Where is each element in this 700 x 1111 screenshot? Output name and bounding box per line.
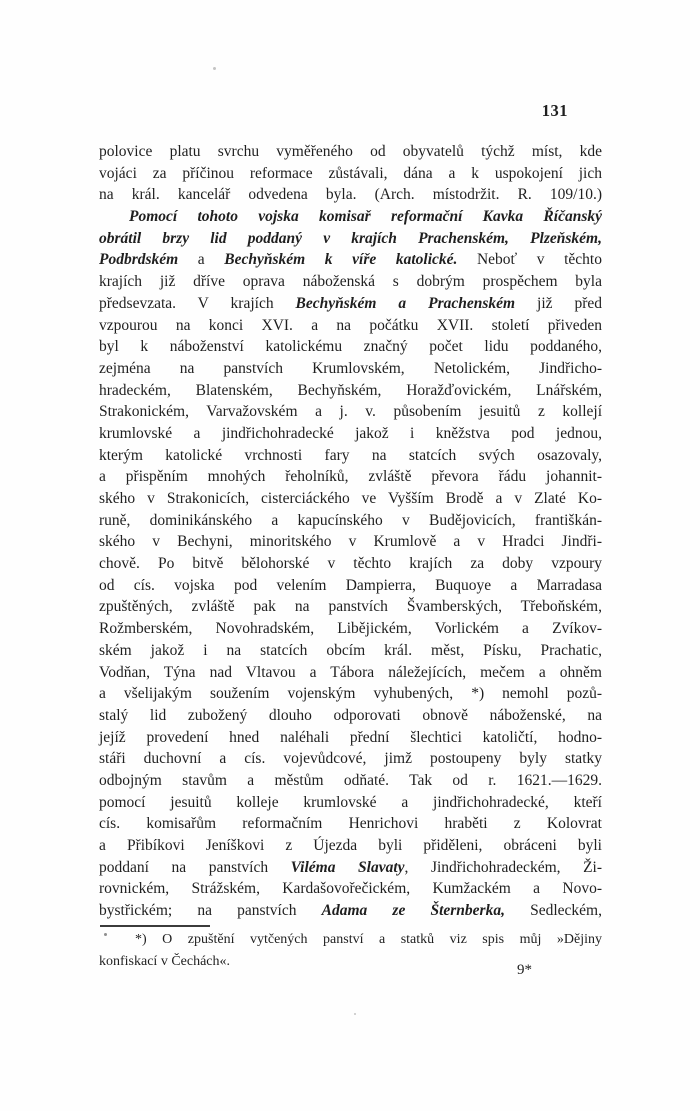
body-text-line — [99, 358, 602, 380]
text-segment: Sedleckém, — [504, 902, 602, 920]
text-segment: Rožmberském, Novohradském, Libějickém, Vorlickém a Zvíkov- — [99, 620, 602, 638]
text-segment: poddaní na panstvích — [99, 858, 291, 876]
text-segment: *) O zpuštění vytčených panství a statků viz spis můj »Dějiny — [135, 932, 602, 947]
emphasized-text-segment: Adama ze Šternberka, — [321, 902, 505, 920]
scan-speck — [354, 1013, 356, 1015]
body-text-line — [99, 596, 602, 618]
body-text-line — [99, 878, 602, 900]
emphasized-text-segment: Podbrdském — [99, 251, 179, 269]
emphasized-text-segment: Bechyňském k víře katolické. — [224, 251, 458, 269]
text-segment: konfiskací v Čechách«. — [99, 953, 231, 969]
body-text-line — [99, 315, 602, 337]
text-segment: byl k náboženství katolickému značný počet lidu poddaného, — [99, 338, 602, 356]
text-segment: krajích již dříve oprava náboženská s dobrým prospěchem byla — [99, 273, 602, 291]
text-segment: vzpourou na konci XVI. a na počátku XVII. století přiveden — [99, 316, 602, 334]
body-text-line — [99, 531, 602, 553]
text-segment: , Jindřichohradeckém, Ži- — [404, 858, 602, 876]
body-text-line — [99, 380, 602, 402]
text-segment: runě, dominikánského a kapucínského v Budějovicích, františkán- — [99, 511, 602, 529]
body-text-line — [99, 662, 602, 684]
text-segment: odbojným stavům a městům odňaté. Tak od r. 1621.—1629. — [99, 771, 602, 789]
body-text-line — [99, 423, 602, 445]
body-text-line — [99, 835, 602, 857]
text-segment: vojáci za příčinou reformace zůstávali, dána a k uspokojení jich — [99, 164, 602, 182]
text-segment: a všelijakým soužením vojenským vyhubených, *) nemohl pozů- — [99, 685, 602, 703]
text-segment: zpuštěných, zvláště pak na panstvích Švamberských, Třeboňském, — [99, 598, 602, 616]
body-text-line — [99, 683, 602, 705]
body-text-line — [99, 727, 602, 749]
text-segment: jejíž provedení hned naléhali přední šlechtici katoličtí, hodno- — [99, 728, 602, 746]
text-segment: ského v Strakonicích, cisterciáckého ve Vyšším Brodě a v Zlaté Ko- — [99, 490, 602, 507]
body-text-line — [99, 445, 602, 467]
text-segment: stáři duchovní a cís. vojevůdcové, jimž postoupeny byly statky — [99, 750, 602, 768]
emphasized-text-segment: Viléma Slavaty — [290, 858, 405, 876]
body-text-line — [99, 705, 602, 727]
body-text-line — [99, 466, 602, 488]
body-text-line — [99, 184, 602, 206]
text-segment: na král. kancelář odvedena byla. (Arch. místodržit. R. 109/10.) — [99, 186, 602, 204]
body-text-line — [99, 401, 602, 423]
text-segment: polovice platu svrchu vyměřeného od obyvatelů týchž míst, kde — [99, 143, 602, 160]
body-text-line — [99, 510, 602, 532]
text-segment: kterým katolické vrchnosti fary na statcích svých osazovaly, — [99, 446, 602, 464]
text-segment: stalý lid zubožený dlouho odporovati obnově náboženské, na — [99, 706, 602, 724]
text-segment: předsevzata. V krajích — [99, 294, 296, 312]
body-text-line — [99, 249, 602, 271]
body-text-line — [99, 618, 602, 640]
text-segment: cís. komisařům reformačním Henrichovi hraběti z Kolovrat — [99, 815, 602, 833]
body-text-line — [99, 163, 602, 185]
text-segment: Neboť v těchto — [457, 251, 602, 269]
body-text-line — [99, 336, 602, 358]
emphasized-text-segment: Pomocí tohoto vojska komisař reformační Kavka Říčanský — [129, 208, 602, 226]
text-segment: Strakonickém, Varvažovském a j. v. působením jesuitů z kollejí — [99, 403, 602, 421]
text-segment: a přispěním mnohých řeholníků, zvláště převora řádu johannit- — [99, 468, 602, 486]
text-segment: ského v Bechyni, minoritského v Krumlově a v Hradci Jindři- — [99, 533, 602, 551]
body-text-line — [99, 900, 602, 922]
body-text-line — [99, 141, 602, 163]
text-segment: ském jakož i na statcích obcím král. měst, Písku, Prachatic, — [99, 641, 602, 659]
text-segment: bystřickém; na panstvích — [99, 902, 322, 920]
text-segment: a Přibíkovi Jeníškovi z Újezda byli přiděleni, obráceni byli — [99, 837, 602, 854]
body-text-line — [99, 293, 602, 315]
text-segment: krumlovské a jindřichohradecké jakož i kněžstva pod jednou, — [99, 424, 602, 442]
text-segment: od cís. vojska pod velením Dampierra, Buquoye a Marradasa — [99, 576, 602, 594]
body-text-line — [99, 271, 602, 293]
text-segment: Vodňan, Týna nad Vltavou a Tábora náležejících, mečem a ohněm — [99, 663, 602, 681]
body-text-line — [99, 792, 602, 814]
emphasized-text-segment: obrátil brzy lid poddaný v krajích Prachenském, Plzeňském, — [99, 229, 602, 247]
body-text-line — [99, 488, 602, 510]
body-text-line — [99, 770, 602, 792]
text-segment: chově. Po bitvě bělohorské v těchto krajích za doby vzpoury — [99, 555, 602, 573]
text-segment: již před — [515, 294, 602, 312]
emphasized-text-segment: Bechyňském a Prachenském — [295, 294, 516, 312]
body-text-line — [99, 228, 602, 250]
text-segment: pomocí jesuitů kolleje krumlovské a jindřichohradecké, kteří — [99, 793, 602, 811]
body-text-line — [99, 553, 602, 575]
footnote-separator-rule — [100, 925, 210, 927]
body-text-line — [99, 575, 602, 597]
body-text-block — [99, 141, 602, 922]
text-segment: rovnickém, Strážském, Kardašovořečickém, Kumžackém a Novo- — [99, 880, 602, 898]
footnote-line — [99, 929, 602, 951]
text-segment: a — [178, 251, 225, 269]
body-text-line — [99, 813, 602, 835]
text-segment: hradeckém, Blatenském, Bechyňském, Horažďovickém, Lnářském, — [99, 381, 602, 399]
signature-mark: 9* — [517, 962, 532, 978]
text-segment: zejména na panstvích Krumlovském, Netolickém, Jindřicho- — [99, 359, 602, 377]
body-text-line — [99, 206, 602, 228]
page-number: 131 — [541, 101, 568, 120]
body-text-line — [99, 857, 602, 879]
scan-speck — [213, 67, 216, 70]
body-text-line — [99, 748, 602, 770]
scan-speck — [104, 933, 107, 936]
body-text-line — [99, 640, 602, 662]
